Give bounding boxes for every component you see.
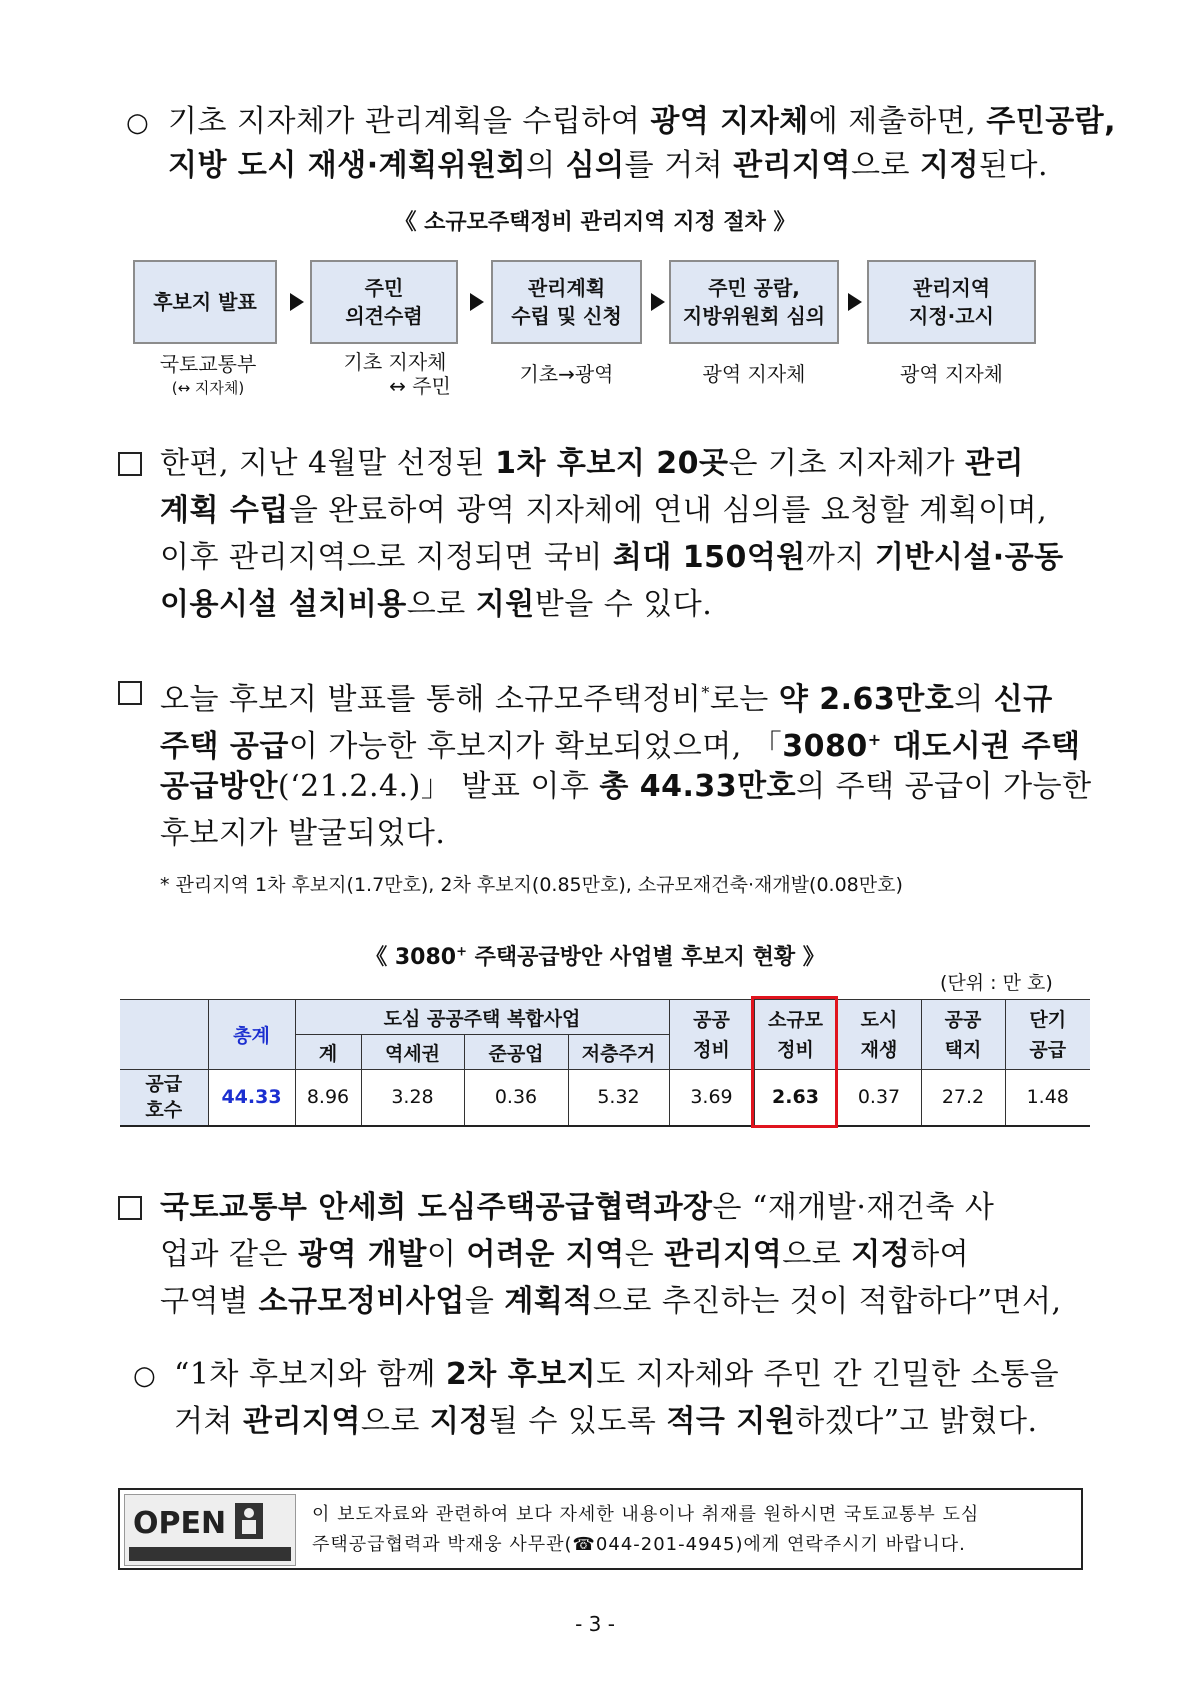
bold-text-run: 적극 지원 [666,1404,796,1439]
text-run: 으로 [406,587,476,622]
value-semi-industrial: 0.36 [464,1070,568,1126]
bold-text-run: 광역 지자체 [650,104,809,139]
procedure-step-1: 후보지 발표 [133,260,277,344]
para3-line1 [160,671,1053,722]
para4-line2 [160,1233,969,1277]
bold-text-run: 어려운 지역 [466,1237,625,1272]
bold-text-run: 계획 수립 [160,493,289,528]
bullet-circle-marker: ○ [126,108,149,138]
text-run: 의 주택 공급이 가능한 [796,769,1092,804]
text-run: 하여 [910,1237,970,1272]
contact-line-2: 주택공급협력과 박재웅 사무관(☎044-201-4945)에게 연락주시기 바랍니다. [312,1534,966,1555]
text-run: 으로 추진하는 것이 적합하다”면서, [592,1284,1062,1319]
para1-line1 [168,100,1116,144]
para5-line2 [174,1400,1038,1444]
bold-text-run: 총 44.33만호 [599,769,797,804]
para2-line4 [160,583,712,627]
text-run: 기초 지자체가 관리계획을 수립하여 [168,104,651,139]
text-run: 으로 [851,148,921,183]
value-subtotal: 8.96 [295,1070,361,1126]
text-run: 업과 같은 [160,1237,298,1272]
step-label-sub: (↔ 지자체) [171,379,245,397]
value-total: 44.33 [208,1070,295,1126]
para3-line4 [160,812,445,856]
supply-table [120,999,1090,1127]
header-station-area: 역세권 [361,1035,464,1070]
procedure-step-2: 주민 의견수렴 [310,260,458,344]
header-public-maintenance: 공공 정비 [669,1000,754,1070]
text-run: (‘21.2.4.)」 발표 이후 [277,769,600,804]
procedure-step-1-actor [133,352,283,400]
arrow-right-icon [290,293,304,311]
bullet-square-marker [118,452,142,476]
para1-line2 [168,144,1048,188]
bold-text-run: 3080 [782,729,868,764]
footnote: * 관리지역 1차 후보지(1.7만호), 2차 후보지(0.85만호), 소규모재건축·재개발(0.08만호) [160,874,903,896]
bold-text-run: 소규모정비사업 [258,1284,465,1319]
bold-text-run: 2차 후보지 [445,1357,597,1392]
text-run: 은 “재개발·재건축 사 [712,1190,995,1225]
bold-text-run: 국토교통부 안세희 도심주택공급협력과장 [160,1190,713,1225]
bold-text-run: 심의 [565,148,625,183]
bullet-square-marker [118,1196,142,1220]
text-run: 이 가능한 후보지가 확보되었으며, 「 [288,729,783,764]
header-semi-industrial: 준공업 [464,1035,568,1070]
bold-text-run: 1차 후보지 20곳 [495,446,729,481]
row-label-supply: 공급 호수 [120,1070,208,1126]
open-license-icon [125,1495,295,1565]
text-run: 을 [464,1284,505,1319]
contact-text [312,1500,979,1560]
bold-text-run: 이용시설 설치비용 [160,587,407,622]
text-run: 된다. [978,148,1048,183]
text-run: 거쳐 [174,1404,243,1439]
arrow-right-icon [848,293,862,311]
value-short-term-supply: 1.48 [1005,1070,1090,1126]
text-run: 은 기초 지자체가 [728,446,965,481]
text-run: 후보지가 발굴되었다. [160,816,446,851]
bold-text-run: 주민공람, [986,104,1117,139]
text-run: 오늘 후보지 발표를 통해 소규모주택정비 [160,682,702,717]
procedure-step-4: 주민 공람, 지방위원회 심의 [669,260,839,344]
header-group: 도심 공공주택 복합사업 [295,1000,669,1035]
bold-text-run: 지정 [920,148,979,183]
arrow-right-icon [470,293,484,311]
page-number: - 3 - [575,1612,615,1636]
bold-text-run: 약 2.63만호 [778,682,955,717]
header-total: 총계 [208,1000,295,1070]
text-run: 이 [426,1237,467,1272]
text-run: 로는 [709,682,779,717]
procedure-step-3: 관리계획 수립 및 신청 [491,260,642,344]
supply-title-sup: + [456,944,467,960]
supply-title-pre: 《 3080 [365,945,457,970]
bold-text-run: 지정 [851,1237,911,1272]
value-urban-regeneration: 0.37 [837,1070,921,1126]
value-small-maintenance: 2.63 [754,1070,837,1126]
text-run: 으로 [782,1237,852,1272]
bold-text-run: 관리지역 [243,1404,361,1439]
text-run: 까지 [805,540,875,575]
bold-text-run: 지정 [429,1404,489,1439]
value-low-rise: 5.32 [568,1070,669,1126]
text-run: 하겠다”고 밝혔다. [795,1404,1038,1439]
step-label-sub: ↔ 주민 [389,374,451,398]
corner-cell [120,1000,208,1070]
procedure-title: 《 소규모주택정비 관리지역 지정 절차 》 [394,210,796,235]
para2-line2 [160,489,1047,533]
bold-text-run: 지원 [475,587,535,622]
text-run: 될 수 있도록 [488,1404,667,1439]
bold-text-run: 관리지역 [664,1237,783,1272]
bullet-square-marker [118,681,142,705]
contact-line-1: 이 보도자료와 관련하여 보다 자세한 내용이나 취재를 원하시면 국토교통부 도심 [312,1504,980,1525]
header-public-land: 공공 택지 [921,1000,1005,1070]
text-run: 이후 관리지역으로 지정되면 국비 [160,540,613,575]
para4-line3 [160,1280,1062,1324]
bold-text-run: 최대 150억원 [612,540,806,575]
bold-text-run: 주택 공급 [160,729,289,764]
header-short-term-supply: 단기 공급 [1005,1000,1090,1070]
para4-line1 [160,1186,994,1230]
header-small-maintenance: 소규모 정비 [754,1000,837,1070]
bold-text-run: 관리지역 [733,148,852,183]
procedure-step-3-actor: 기초→광역 [519,362,614,386]
bullet-circle-marker: ○ [133,1361,156,1391]
bold-text-run: 광역 개발 [298,1237,427,1272]
bold-text-run: 신규 [993,682,1053,717]
procedure-step-5-actor: 광역 지자체 [900,362,1003,386]
bold-text-run: 계획적 [504,1284,593,1319]
bold-text-run: + [867,730,882,749]
bold-text-run: 대도시권 주택 [881,729,1081,764]
para5-line1 [174,1353,1059,1397]
supply-table-title [0,940,1190,971]
header-low-rise: 저층주거 [568,1035,669,1070]
bold-text-run: 지방 도시 재생·계획위원회 [168,148,527,183]
step-label-main: 기초 지자체 [343,350,447,374]
text-run: 도 지자체와 주민 간 긴밀한 소통을 [596,1357,1060,1392]
text-run: 의 [954,682,994,717]
procedure-step-2-actor [310,350,480,398]
para3-line2 [160,718,1080,769]
text-run: “1차 후보지와 함께 [174,1357,446,1392]
step-label-main: 국토교통부 [159,352,257,376]
arrow-right-icon [651,293,665,311]
bold-text-run: 기반시설·공동 [874,540,1064,575]
text-run: 의 [526,148,566,183]
text-run: * [701,683,710,702]
svg-text:OPEN: OPEN [133,1506,227,1541]
unit-label: (단위 : 만 호) [940,972,1053,994]
para2-line1 [160,442,1024,486]
header-urban-regeneration: 도시 재생 [837,1000,921,1070]
supply-title-post: 주택공급방안 사업별 후보지 현황 》 [466,945,825,970]
value-station-area: 3.28 [361,1070,464,1126]
procedure-step-5: 관리지역 지정·고시 [867,260,1036,344]
text-run: 한편, 지난 4월말 선정된 [160,446,496,481]
value-public-land: 27.2 [921,1070,1005,1126]
para2-line3 [160,536,1064,580]
open-license-logo [124,1494,296,1566]
text-run: 구역별 [160,1284,259,1319]
bold-text-run: 관리 [964,446,1024,481]
value-public-maintenance: 3.69 [669,1070,754,1126]
text-run: 을 완료하여 광역 지자체에 연내 심의를 요청할 계획이며, [288,493,1048,528]
header-subtotal: 계 [295,1035,361,1070]
bold-text-run: 공급방안 [160,769,278,804]
text-run: 를 거쳐 [624,148,734,183]
procedure-step-4-actor: 광역 지자체 [702,362,806,386]
text-run: 은 [624,1237,665,1272]
text-run: 에 제출하면, [808,104,987,139]
text-run: 받을 수 있다. [534,587,713,622]
highlight-small-maintenance-box [751,996,838,1128]
text-run: 으로 [360,1404,430,1439]
para3-line3 [160,765,1092,809]
